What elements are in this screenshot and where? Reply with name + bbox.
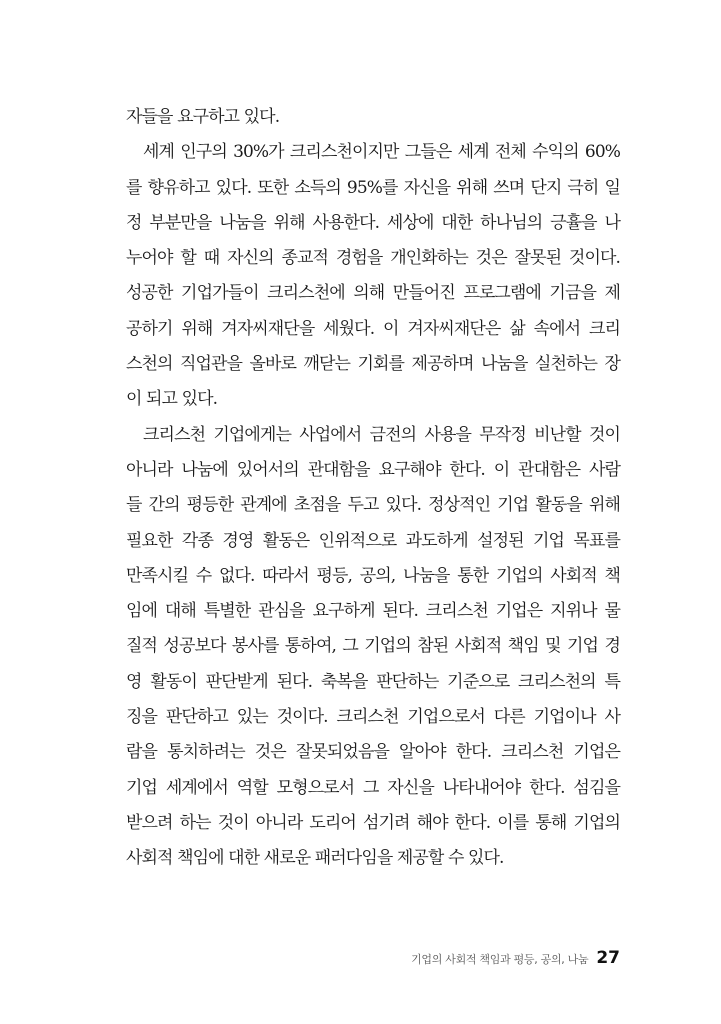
- text-line: 공하기 위해 겨자씨재단을 세웠다. 이 겨자씨재단은 삶 속에서 크리: [126, 318, 620, 339]
- page-footer: [411, 948, 620, 968]
- text-line: 스천의 직업관을 올바로 깨닫는 기회를 제공하며 나눔을 실천하는 장: [126, 354, 620, 375]
- text-line: 아니라 나눔에 있어서의 관대함을 요구해야 한다. 이 관대함은 사람: [126, 459, 620, 480]
- text-line: 질적 성공보다 봉사를 통하여, 그 기업의 참된 사회적 책임 및 기업 경: [126, 636, 620, 657]
- body-text: [126, 100, 620, 877]
- page-number: 27: [596, 948, 620, 968]
- text-line: 필요한 각종 경영 활동은 인위적으로 과도하게 설정된 기업 목표를: [126, 530, 620, 551]
- text-line: 성공한 기업가들이 크리스천에 의해 만들어진 프로그램에 기금을 제: [126, 283, 620, 304]
- text-line: 들 간의 평등한 관계에 초점을 두고 있다. 정상적인 기업 활동을 위해: [126, 495, 620, 516]
- text-line: 받으려 하는 것이 아니라 도리어 섬기려 해야 한다. 이를 통해 기업의: [126, 812, 620, 833]
- running-title: 기업의 사회적 책임과 평등, 공의, 나눔: [411, 953, 589, 966]
- paragraph-first-line: 세계 인구의 30%가 크리스천이지만 그들은 세계 전체 수익의 60%: [143, 142, 620, 163]
- text-line: 영 활동이 판단받게 된다. 축복을 판단하는 기준으로 크리스천의 특: [126, 671, 620, 692]
- text-line: 징을 판단하고 있는 것이다. 크리스천 기업으로서 다른 기업이나 사: [126, 707, 620, 728]
- text-line: 기업 세계에서 역할 모형으로서 그 자신을 나타내어야 한다. 섬김을: [126, 777, 620, 798]
- text-line: 누어야 할 때 자신의 종교적 경험을 개인화하는 것은 잘못된 것이다.: [126, 248, 620, 269]
- text-line: 사회적 책임에 대한 새로운 패러다임을 제공할 수 있다.: [126, 848, 504, 869]
- text-line: 정 부분만을 나눔을 위해 사용한다. 세상에 대한 하나님의 긍휼을 나: [126, 212, 620, 233]
- text-line: 임에 대해 특별한 관심을 요구하게 된다. 크리스천 기업은 지위나 물: [126, 601, 620, 622]
- text-line: 자들을 요구하고 있다.: [126, 107, 280, 127]
- text-line: 만족시킬 수 없다. 따라서 평등, 공의, 나눔을 통한 기업의 사회적 책: [126, 565, 620, 586]
- text-line: 람을 통치하려는 것은 잘못되었음을 알아야 한다. 크리스천 기업은: [126, 742, 620, 763]
- paragraph-first-line: 크리스천 기업에게는 사업에서 금전의 사용을 무작정 비난할 것이: [143, 424, 620, 445]
- text-line: 를 향유하고 있다. 또한 소득의 95%를 자신을 위해 쓰며 단지 극히 일: [126, 177, 620, 198]
- text-line: 이 되고 있다.: [126, 389, 218, 410]
